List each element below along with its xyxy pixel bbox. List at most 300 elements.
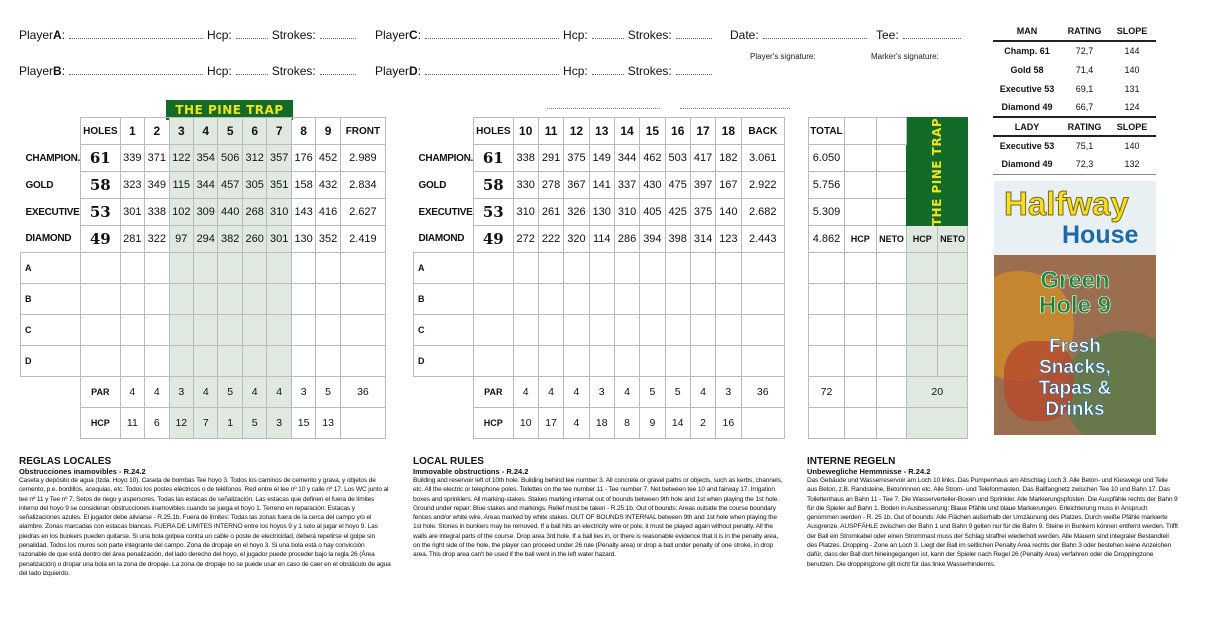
lady-header-row bbox=[993, 117, 1156, 136]
score-cell[interactable] bbox=[614, 315, 639, 346]
score-cell[interactable] bbox=[564, 253, 589, 284]
score-cell[interactable] bbox=[194, 315, 218, 346]
distance-cell: 309 bbox=[194, 199, 218, 226]
score-cell[interactable] bbox=[291, 284, 315, 315]
distance-cell: 320 bbox=[564, 226, 589, 253]
score-cell[interactable] bbox=[741, 253, 784, 284]
totals-row bbox=[809, 226, 968, 253]
score-cell[interactable] bbox=[809, 315, 845, 346]
tee-number: 49 bbox=[81, 226, 121, 253]
player-b-hcp-field[interactable] bbox=[236, 65, 268, 75]
player-c-line: Player C : Hcp: Strokes: bbox=[375, 28, 716, 42]
player-d-letter: D bbox=[409, 64, 418, 78]
distance-cell: 357 bbox=[267, 145, 291, 172]
score-cell[interactable] bbox=[844, 346, 876, 377]
row-letter: B bbox=[414, 284, 474, 315]
score-cell[interactable] bbox=[564, 315, 589, 346]
front-score-row-d bbox=[21, 346, 386, 377]
distance-cell: 141 bbox=[589, 172, 614, 199]
score-cell[interactable] bbox=[538, 346, 563, 377]
ad-title-halfway: Halfway bbox=[1004, 185, 1129, 222]
player-a-hcp-label: Hcp: bbox=[207, 28, 232, 42]
score-cell[interactable] bbox=[340, 315, 385, 346]
score-cell[interactable] bbox=[474, 346, 514, 377]
pine-trap-vertical-text: THE PINE TRAP bbox=[930, 117, 945, 226]
par-cell: 4 bbox=[242, 377, 266, 408]
score-cell[interactable] bbox=[194, 284, 218, 315]
par-cell: 4 bbox=[194, 377, 218, 408]
player-a-line: Player A : Hcp: Strokes: bbox=[19, 28, 360, 42]
score-cell[interactable] bbox=[340, 253, 385, 284]
distance-cell: 114 bbox=[589, 226, 614, 253]
ad-hole-label: Hole 9 bbox=[1038, 292, 1112, 319]
rating-row bbox=[993, 136, 1156, 155]
distance-cell: 432 bbox=[316, 172, 340, 199]
hcp-cell: 15 bbox=[291, 408, 315, 439]
score-cell[interactable] bbox=[716, 284, 741, 315]
man-header-row bbox=[993, 22, 1156, 41]
par-cell: 3 bbox=[291, 377, 315, 408]
score-cell[interactable] bbox=[640, 315, 665, 346]
score-cell[interactable] bbox=[741, 346, 784, 377]
player-a-hcp-field[interactable] bbox=[236, 29, 268, 39]
distance-cell: 416 bbox=[316, 199, 340, 226]
hole-18: 18 bbox=[716, 118, 741, 145]
score-cell[interactable] bbox=[316, 315, 340, 346]
score-cell[interactable] bbox=[267, 284, 291, 315]
distance-cell: 462 bbox=[640, 145, 665, 172]
tee-name: DIAMOND bbox=[418, 233, 465, 245]
tee-number: 58 bbox=[81, 172, 121, 199]
totals-score-row-c bbox=[809, 315, 968, 346]
rules-subtitle: Immovable obstructions - R.24.2 bbox=[413, 467, 529, 476]
score-cell[interactable] bbox=[474, 315, 514, 346]
hole-10: 10 bbox=[513, 118, 538, 145]
back-holes-header: HOLES bbox=[474, 118, 514, 145]
score-cell[interactable] bbox=[564, 346, 589, 377]
score-cell[interactable] bbox=[242, 315, 266, 346]
slope-header: SLOPE bbox=[1108, 22, 1156, 41]
score-cell[interactable] bbox=[513, 284, 538, 315]
distance-cell: 286 bbox=[614, 226, 639, 253]
tee-name: CHAMPION. bbox=[418, 152, 474, 164]
hole-13: 13 bbox=[589, 118, 614, 145]
score-cell[interactable] bbox=[809, 253, 845, 284]
player-c-label: Player bbox=[375, 28, 410, 42]
back-nine-table bbox=[413, 117, 785, 439]
player-a-strokes-field[interactable] bbox=[320, 29, 356, 39]
score-cell[interactable] bbox=[665, 253, 690, 284]
distance-cell: 158 bbox=[291, 172, 315, 199]
hcp-cell: 14 bbox=[665, 408, 690, 439]
par-cell: 4 bbox=[267, 377, 291, 408]
marker-signature-line[interactable] bbox=[680, 108, 790, 109]
player-c-letter: C bbox=[409, 28, 418, 42]
distance-cell: 102 bbox=[169, 199, 193, 226]
distance-cell: 337 bbox=[614, 172, 639, 199]
par-cell: 5 bbox=[218, 377, 242, 408]
par-total: 36 bbox=[340, 377, 385, 408]
score-cell[interactable] bbox=[640, 346, 665, 377]
hcp-cell: 11 bbox=[120, 408, 144, 439]
tee-line bbox=[876, 28, 965, 42]
rating-value: 66,7 bbox=[1061, 98, 1108, 117]
score-cell[interactable] bbox=[291, 346, 315, 377]
date-line bbox=[730, 28, 871, 42]
score-cell[interactable] bbox=[194, 253, 218, 284]
player-b-strokes-field[interactable] bbox=[320, 65, 356, 75]
distance-cell: 182 bbox=[716, 145, 741, 172]
ad-green-label: Green bbox=[1040, 267, 1110, 294]
score-cell[interactable] bbox=[120, 253, 144, 284]
back-score-row-d bbox=[414, 346, 785, 377]
player-c-strokes-field[interactable] bbox=[676, 29, 712, 39]
distance-total: 2.989 bbox=[340, 145, 385, 172]
score-cell[interactable] bbox=[844, 284, 876, 315]
score-cell[interactable] bbox=[538, 315, 563, 346]
score-cell[interactable] bbox=[690, 346, 715, 377]
tee-name: CHAMPION. bbox=[25, 152, 81, 164]
distance-cell: 398 bbox=[665, 226, 690, 253]
par-cell: 4 bbox=[513, 377, 538, 408]
score-cell[interactable] bbox=[291, 253, 315, 284]
score-cell[interactable] bbox=[513, 315, 538, 346]
row-letter: A bbox=[414, 253, 474, 284]
score-cell[interactable] bbox=[614, 284, 639, 315]
score-cell[interactable] bbox=[81, 253, 121, 284]
hcp-cell bbox=[340, 408, 385, 439]
front-score-row-b bbox=[21, 284, 386, 315]
score-cell[interactable] bbox=[716, 253, 741, 284]
row-letter: C bbox=[414, 315, 474, 346]
rating-row bbox=[993, 155, 1156, 174]
front-header-row bbox=[21, 118, 386, 145]
rules-subtitle: Obstrucciones inamovibles - R.24.2 bbox=[19, 467, 146, 476]
score-cell[interactable] bbox=[690, 253, 715, 284]
player-d-name-field[interactable] bbox=[425, 65, 559, 75]
tee-name: GOLD bbox=[418, 179, 447, 191]
back-score-row-a bbox=[414, 253, 785, 284]
tee-label: Diamond 49 bbox=[993, 155, 1061, 174]
front-tee-row-gold bbox=[21, 172, 386, 199]
distance-total: 2.682 bbox=[741, 199, 784, 226]
score-cell[interactable] bbox=[218, 346, 242, 377]
man-header: MAN bbox=[993, 22, 1061, 41]
rating-row bbox=[993, 60, 1156, 79]
distance-cell: 440 bbox=[218, 199, 242, 226]
tee-label: Tee: bbox=[876, 28, 899, 42]
player-a-strokes-label: Strokes: bbox=[271, 28, 316, 42]
distance-cell: 506 bbox=[218, 145, 242, 172]
lady-header: LADY bbox=[993, 117, 1061, 136]
score-cell[interactable] bbox=[640, 284, 665, 315]
score-cell[interactable] bbox=[169, 253, 193, 284]
score-cell[interactable] bbox=[876, 284, 907, 315]
par-label: PAR bbox=[474, 377, 514, 408]
tee-label: Executive 53 bbox=[993, 136, 1061, 155]
score-cell[interactable] bbox=[589, 253, 614, 284]
hole-3: 3 bbox=[169, 118, 193, 145]
score-cell[interactable] bbox=[242, 284, 266, 315]
score-cell[interactable] bbox=[564, 284, 589, 315]
player-c-hcp-label: Hcp: bbox=[563, 28, 588, 42]
rating-row bbox=[993, 98, 1156, 117]
rating-value: 69,1 bbox=[1075, 83, 1094, 94]
tee-name: EXECUTIVE bbox=[418, 206, 473, 218]
rating-value: 71,4 bbox=[1075, 64, 1094, 75]
score-cell[interactable] bbox=[474, 253, 514, 284]
hole-12: 12 bbox=[564, 118, 589, 145]
score-cell[interactable] bbox=[809, 346, 845, 377]
rating-header: RATING bbox=[1061, 22, 1108, 41]
score-cell[interactable] bbox=[120, 284, 144, 315]
front-par-row bbox=[21, 377, 386, 408]
distance-total: 2.443 bbox=[741, 226, 784, 253]
score-cell[interactable] bbox=[169, 315, 193, 346]
score-cell[interactable] bbox=[876, 253, 907, 284]
score-cell[interactable] bbox=[809, 284, 845, 315]
back-tee-row-gold bbox=[414, 172, 785, 199]
player-signature-line[interactable] bbox=[547, 108, 660, 109]
slope-value: 131 bbox=[1124, 83, 1140, 94]
distance-total: 2.419 bbox=[340, 226, 385, 253]
distance-cell: 268 bbox=[242, 199, 266, 226]
score-cell[interactable] bbox=[538, 284, 563, 315]
score-cell[interactable] bbox=[589, 284, 614, 315]
score-cell[interactable] bbox=[614, 253, 639, 284]
score-cell[interactable] bbox=[340, 346, 385, 377]
score-cell[interactable] bbox=[340, 284, 385, 315]
hole-1: 1 bbox=[120, 118, 144, 145]
player-a-label: Player bbox=[19, 28, 54, 42]
totals-header-row bbox=[809, 118, 968, 145]
tee-number: 49 bbox=[474, 226, 514, 253]
score-cell[interactable] bbox=[716, 346, 741, 377]
score-cell[interactable] bbox=[145, 284, 169, 315]
distance-cell: 123 bbox=[716, 226, 741, 253]
score-cell[interactable] bbox=[614, 346, 639, 377]
distance-cell: 97 bbox=[169, 226, 193, 253]
distance-cell: 338 bbox=[145, 199, 169, 226]
distance-cell: 397 bbox=[690, 172, 715, 199]
distance-cell: 352 bbox=[316, 226, 340, 253]
score-cell[interactable] bbox=[120, 346, 144, 377]
hcp-label: HCP bbox=[474, 408, 514, 439]
score-cell[interactable] bbox=[218, 284, 242, 315]
score-cell[interactable] bbox=[907, 315, 938, 346]
player-a-letter: A bbox=[53, 28, 62, 42]
rules-body: Building and reservoir left of 10th hole. Building behind tee number 3. All concrete or gravel paths or objects, such as kerbs, channels, etc. All the electric or telephone poles. Toilettes on the tee number 11 - Tee number 7. Net between tee 10 and fairway 17. Irrigation boxes and sprinklers. All marking-stakes. Stakes marking internal out of bounds between 9th hole and 1st when playing the 1st hole. Ground under repair: Blue stakes and markings. Relief must be taken - R.25.1b. Out of bounds: Areas outside the course boundary fences and/or white wire. Areas marked by white stakes. OUT OF BOUNDS INTERNAL between 9th and 1st hole when playing the 1st hole. Stones in bunkers may be removed. If a ball hits an electricity wire or pole, it must be played again without penalty. All the walls are integral parts of the course. Drop area 3rd hole. If a ball lies in, or there is reasonable evidence that it is in the penalty area, on the right side of the hole, the player can proceed under 26 rule (Penalty area) or drop a ball under penalty of one stroke, in drop area. This drop area can't be used if the ball went in the left water hazard. bbox=[413, 477, 783, 559]
distance-cell: 326 bbox=[564, 199, 589, 226]
distance-cell: 261 bbox=[538, 199, 563, 226]
score-cell[interactable] bbox=[513, 253, 538, 284]
distance-cell: 354 bbox=[194, 145, 218, 172]
score-cell[interactable] bbox=[145, 346, 169, 377]
score-cell[interactable] bbox=[665, 284, 690, 315]
par-cell: 4 bbox=[690, 377, 715, 408]
score-cell[interactable] bbox=[876, 346, 907, 377]
neto-column-header: NETO bbox=[876, 226, 907, 253]
score-cell[interactable] bbox=[218, 253, 242, 284]
score-cell[interactable] bbox=[316, 346, 340, 377]
score-cell[interactable] bbox=[907, 346, 938, 377]
score-cell[interactable] bbox=[81, 315, 121, 346]
par-cell: 4 bbox=[564, 377, 589, 408]
hcp-cell: 9 bbox=[640, 408, 665, 439]
distance-cell: 394 bbox=[640, 226, 665, 253]
score-cell[interactable] bbox=[844, 253, 876, 284]
score-cell[interactable] bbox=[316, 284, 340, 315]
hcp-cell bbox=[741, 408, 784, 439]
player-d-hcp-field[interactable] bbox=[592, 65, 624, 75]
score-cell[interactable] bbox=[81, 346, 121, 377]
distance-cell: 291 bbox=[538, 145, 563, 172]
distance-cell: 222 bbox=[538, 226, 563, 253]
par-cell: 3 bbox=[589, 377, 614, 408]
pine-trap-vertical-banner bbox=[907, 118, 968, 226]
score-cell[interactable] bbox=[242, 346, 266, 377]
front-hcp-row bbox=[21, 408, 386, 439]
distance-cell: 344 bbox=[614, 145, 639, 172]
rules-body: Caseta y depósito de agua (Izda. Hoyo 10). Caseta de bombas Tee hoyo 3. Todos los caminos de cemento y grava, y objetos de cemento, p.e. bordillos, acequias, etc. Todos los postes eléctricos o de teléfonos. Red entre el tee nº 10 y calle nº 17. Los WC junto al tee nº 11 y Tee nº 7. Setos de riego y aspersores. Todas las estacas de señalización. Las estacas que definen el fuera de límites interno del hoyo 9 se consideran obstrucciones inamovibles cuando se juega el hoyo 1. Terreno en reparación: Estacas y señalizaciones azules. El jugador debe aliviarse - R.25.1b. Fuera de límites: Todas las zonas fuera de la cerca del campo y/o el alambre. Zonas marcadas con estacas blancas. FUERA DE LIMITES INTERNO entre los hoyos 9 y 1 solo al jugar el hoyo 9. Las piedras en los bunkers pueden quitarse. Si una bola golpea contra un cable o poste de electricidad, deberá repetirse el golpe sin penalidad. Todos los muros son parte integrante del campo. Zona de dropaje en el hoyo 3. Si una bola está o hay convicción razonable de que está dentro del área penalización, del lado derecho del hoyo, el jugador puede proceder bajo la regla 26 (Área penalización) o dropar una bola en la zona de dropaje. La zona de dropaje no se puede usar en caso de caer en el obstáculo de agua del lado izquierdo. bbox=[19, 477, 391, 577]
totals-score-row-a bbox=[809, 253, 968, 284]
score-cell[interactable] bbox=[538, 253, 563, 284]
score-cell[interactable] bbox=[640, 253, 665, 284]
ratings-table bbox=[993, 22, 1156, 175]
hole-2: 2 bbox=[145, 118, 169, 145]
totals-par-row bbox=[809, 377, 968, 408]
player-b-strokes-label: Strokes: bbox=[271, 64, 316, 78]
score-cell[interactable] bbox=[589, 346, 614, 377]
tee-label: Executive 53 bbox=[999, 83, 1055, 94]
distance-cell: 260 bbox=[242, 226, 266, 253]
date-field[interactable] bbox=[763, 29, 867, 39]
par-total: 36 bbox=[741, 377, 784, 408]
distance-cell: 367 bbox=[564, 172, 589, 199]
hole-6: 6 bbox=[242, 118, 266, 145]
rules-title: REGLAS LOCALES bbox=[19, 456, 112, 467]
hole-17: 17 bbox=[690, 118, 715, 145]
score-cell[interactable] bbox=[267, 253, 291, 284]
score-cell[interactable] bbox=[690, 284, 715, 315]
rating-row bbox=[993, 41, 1156, 60]
par-cell: 5 bbox=[316, 377, 340, 408]
score-cell[interactable] bbox=[716, 315, 741, 346]
score-cell[interactable] bbox=[120, 315, 144, 346]
player-c-strokes-label: Strokes: bbox=[627, 28, 672, 42]
distance-cell: 294 bbox=[194, 226, 218, 253]
distance-cell: 457 bbox=[218, 172, 242, 199]
score-cell[interactable] bbox=[876, 315, 907, 346]
front-nine-table bbox=[20, 117, 386, 439]
score-cell[interactable] bbox=[291, 315, 315, 346]
score-cell[interactable] bbox=[474, 284, 514, 315]
distance-cell: 140 bbox=[716, 199, 741, 226]
score-cell[interactable] bbox=[145, 315, 169, 346]
player-c-name-field[interactable] bbox=[425, 29, 559, 39]
score-cell[interactable] bbox=[690, 315, 715, 346]
score-cell[interactable] bbox=[242, 253, 266, 284]
slope-value: 144 bbox=[1108, 41, 1156, 60]
row-letter: C bbox=[21, 315, 81, 346]
distance-total: 2.627 bbox=[340, 199, 385, 226]
hcp-cell: 16 bbox=[716, 408, 741, 439]
score-cell[interactable] bbox=[741, 284, 784, 315]
rules-subtitle: Unbewegliche Hemmnisse - R.24.2 bbox=[807, 467, 931, 476]
totals-score-row-d bbox=[809, 346, 968, 377]
score-cell[interactable] bbox=[169, 346, 193, 377]
hole-5: 5 bbox=[218, 118, 242, 145]
distance-cell: 301 bbox=[120, 199, 144, 226]
score-cell[interactable] bbox=[267, 346, 291, 377]
distance-cell: 382 bbox=[218, 226, 242, 253]
row-letter: D bbox=[414, 346, 474, 377]
tee-name: EXECUTIVE bbox=[25, 206, 80, 218]
player-b-hcp-label: Hcp: bbox=[207, 64, 232, 78]
distance-cell: 375 bbox=[564, 145, 589, 172]
distance-cell: 167 bbox=[716, 172, 741, 199]
score-cell[interactable] bbox=[844, 315, 876, 346]
score-cell[interactable] bbox=[938, 253, 968, 284]
hcp-cell: 4 bbox=[564, 408, 589, 439]
tee-field[interactable] bbox=[903, 29, 961, 39]
hcp-cell: 17 bbox=[538, 408, 563, 439]
score-cell[interactable] bbox=[665, 346, 690, 377]
score-cell[interactable] bbox=[938, 315, 968, 346]
player-a-name-field[interactable] bbox=[69, 29, 203, 39]
player-b-name-field[interactable] bbox=[69, 65, 203, 75]
distance-cell: 417 bbox=[690, 145, 715, 172]
score-cell[interactable] bbox=[513, 346, 538, 377]
score-cell[interactable] bbox=[81, 284, 121, 315]
par-cell: 4 bbox=[538, 377, 563, 408]
score-cell[interactable] bbox=[169, 284, 193, 315]
distance-cell: 314 bbox=[690, 226, 715, 253]
score-cell[interactable] bbox=[938, 346, 968, 377]
tee-number: 61 bbox=[474, 145, 514, 172]
rating-value: 72,7 bbox=[1061, 41, 1108, 60]
distance-cell: 322 bbox=[145, 226, 169, 253]
score-cell[interactable] bbox=[907, 253, 938, 284]
player-d-strokes-field[interactable] bbox=[676, 65, 712, 75]
score-cell[interactable] bbox=[741, 315, 784, 346]
distance-cell: 351 bbox=[267, 172, 291, 199]
score-cell[interactable] bbox=[267, 315, 291, 346]
player-b-label: Player bbox=[19, 64, 54, 78]
slope-header: SLOPE bbox=[1108, 117, 1156, 136]
score-cell[interactable] bbox=[194, 346, 218, 377]
distance-cell: 115 bbox=[169, 172, 193, 199]
distance-cell: 278 bbox=[538, 172, 563, 199]
score-cell[interactable] bbox=[145, 253, 169, 284]
distance-cell: 323 bbox=[120, 172, 144, 199]
score-cell[interactable] bbox=[938, 284, 968, 315]
score-cell[interactable] bbox=[316, 253, 340, 284]
score-cell[interactable] bbox=[218, 315, 242, 346]
par-grand-total: 72 bbox=[809, 377, 845, 408]
hcp-cell: 1 bbox=[218, 408, 242, 439]
rating-value: 75,1 bbox=[1061, 136, 1108, 155]
player-signature-label: Player's signature: bbox=[750, 52, 816, 61]
tee-name: GOLD bbox=[25, 179, 54, 191]
player-c-hcp-field[interactable] bbox=[592, 29, 624, 39]
score-cell[interactable] bbox=[907, 284, 938, 315]
distance-cell: 375 bbox=[690, 199, 715, 226]
total-cell: 6.050 bbox=[809, 145, 845, 172]
back-hcp-row bbox=[414, 408, 785, 439]
score-cell[interactable] bbox=[665, 315, 690, 346]
score-cell[interactable] bbox=[589, 315, 614, 346]
